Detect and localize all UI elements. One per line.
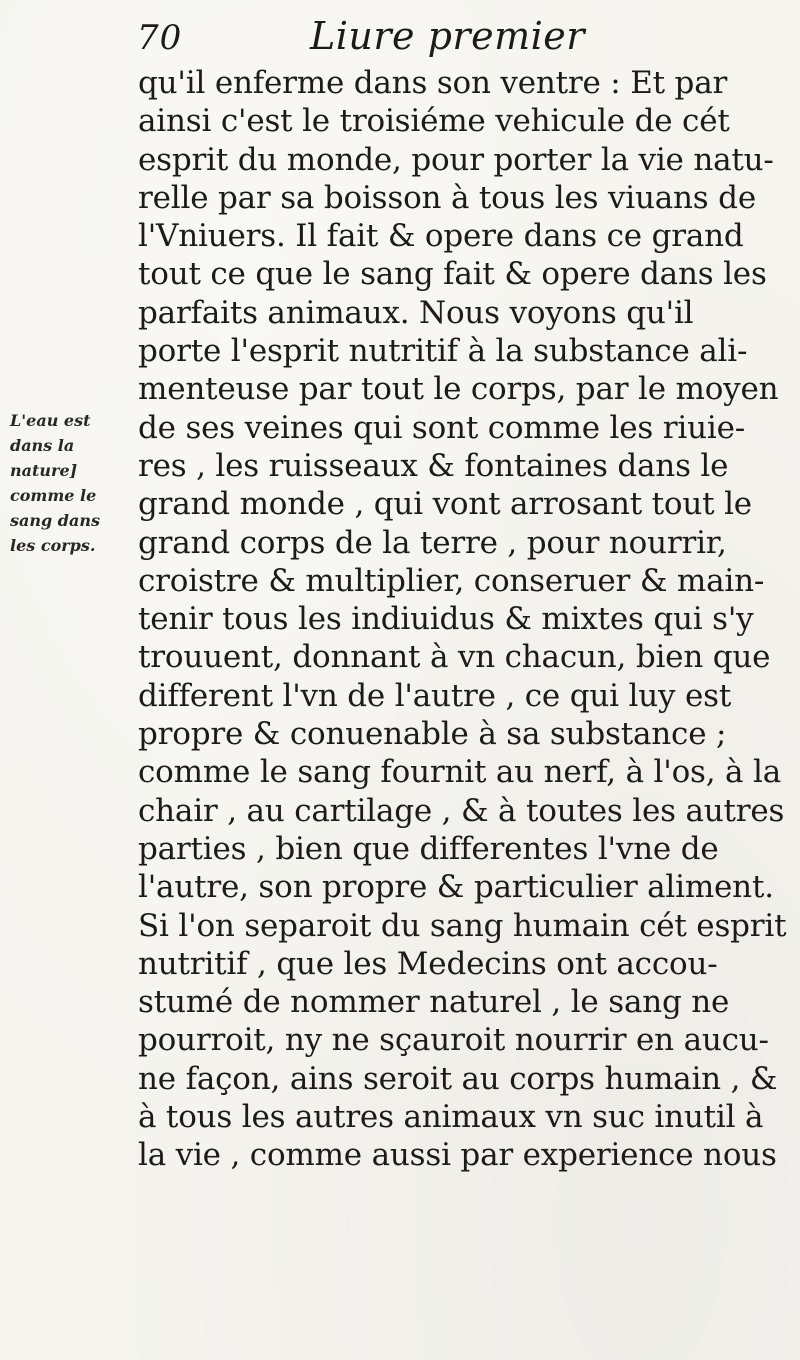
text-line: esprit du monde, pour porter la vie natu- [138,141,774,178]
text-line: nutritif , que les Medecins ont accou- [138,945,718,982]
text-line: ainsi c'est le troisiéme vehicule de cét [138,103,730,140]
text-line: porte l'esprit nutritif à la substance ali- [138,333,748,370]
text-line: croistre & multiplier, conseruer & main- [138,562,765,599]
text-line: l'autre, son propre & particulier aliment. [138,869,774,906]
text-line: pourroit, ny ne sçauroit nourrir en aucu- [138,1022,769,1059]
text-line: menteuse par tout le corps, par le moyen [138,371,779,408]
body-text [138,64,798,1175]
margin-note-line: dans la [10,436,75,455]
text-line: l'Vniuers. Il fait & opere dans ce grand [138,218,744,255]
page-header [0,12,800,62]
page-number: 70 [137,18,183,58]
text-line: de ses veines qui sont comme les riuie- [138,409,746,446]
text-line: res , les ruisseaux & fontaines dans le [138,447,729,484]
text-line: comme le sang fournit au nerf, à l'os, à la [138,754,781,791]
text-line: à tous les autres animaux vn suc inutil à [138,1099,764,1136]
text-line: relle par sa boisson à tous les viuans de [138,179,756,216]
text-line: qu'il enferme dans son ventre : Et par [138,65,728,101]
text-line: grand monde , qui vont arrosant tout le [138,486,752,523]
running-title: Liure premier [310,14,585,58]
text-line: tout ce que le sang fait & opere dans les [138,256,767,293]
text-line: propre & conuenable à sa substance ; [138,716,727,753]
text-line: stumé de nommer naturel , le sang ne [138,984,730,1021]
margin-note-line: nature] [10,461,78,480]
margin-note [10,408,128,558]
text-line: grand corps de la terre , pour nourrir, [138,524,727,561]
margin-note-line: L'eau est [10,411,91,430]
text-line: parties , bien que differentes l'vne de [138,830,719,867]
text-line: Si l'on separoit du sang humain cét esprit [138,907,787,944]
text-line: chair , au cartilage , & à toutes les autres [138,792,785,829]
text-line: ne façon, ains seroit au corps humain , & [138,1060,778,1097]
margin-note-line: sang dans [10,511,100,530]
margin-note-line: comme le [10,486,97,505]
text-line: parfaits animaux. Nous voyons qu'il [138,294,694,331]
text-line: tenir tous les indiuidus & mixtes qui s'y [138,601,754,638]
text-line: different l'vn de l'autre , ce qui luy est [138,677,732,714]
text-line: trouuent, donnant à vn chacun, bien que [138,639,771,676]
margin-note-line: les corps. [10,536,96,555]
text-line: la vie , comme aussi par experience nous [138,1137,777,1174]
